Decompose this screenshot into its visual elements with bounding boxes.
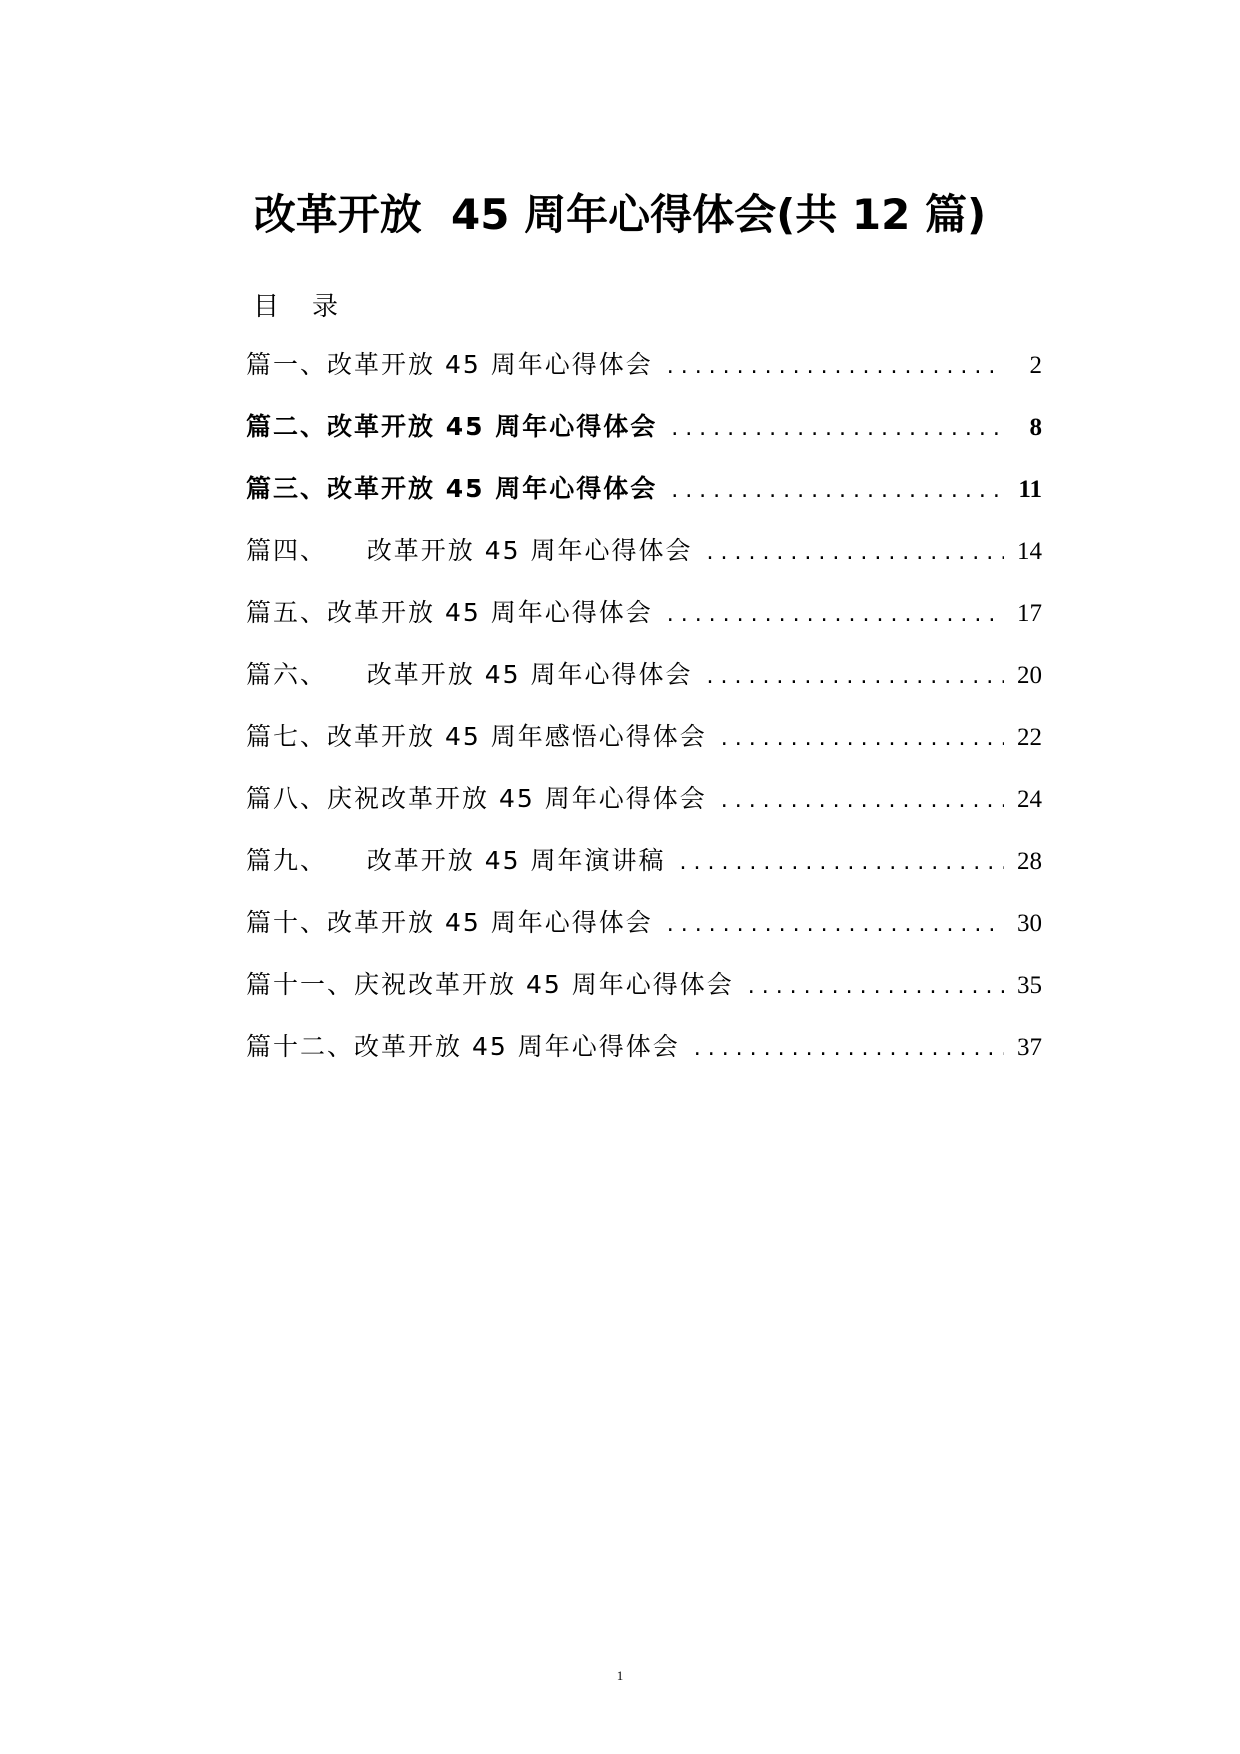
toc-entry-page: 22	[1017, 724, 1042, 751]
toc-entry-5[interactable]	[246, 588, 1042, 650]
toc-entry-page: 24	[1017, 786, 1042, 813]
toc-entry-1[interactable]	[246, 340, 1042, 402]
toc-dot-leader	[667, 342, 1004, 392]
toc-entry-label: 篇八、庆祝改革开放 45 周年心得体会	[246, 784, 707, 813]
toc-entry-label: 篇十、改革开放 45 周年心得体会	[246, 908, 653, 937]
toc-entry-label: 篇七、改革开放 45 周年感悟心得体会	[246, 722, 707, 751]
toc-entry-label: 篇一、改革开放 45 周年心得体会	[246, 350, 653, 379]
toc-entry-page: 35	[1017, 972, 1042, 999]
toc-entry-label: 篇六、 改革开放 45 周年心得体会	[246, 660, 693, 689]
toc-entry-2[interactable]	[246, 402, 1042, 464]
toc-entry-4[interactable]	[246, 526, 1042, 588]
toc-entry-label: 篇九、 改革开放 45 周年演讲稿	[246, 846, 666, 875]
toc-dot-leader	[671, 404, 1004, 454]
toc-entry-page: 8	[1029, 414, 1042, 441]
toc-dot-leader	[667, 590, 1004, 640]
toc-entry-9[interactable]	[246, 836, 1042, 898]
toc-dot-leader	[721, 714, 1004, 764]
document-title: 改革开放 45 周年心得体会(共 12 篇)	[253, 190, 987, 239]
toc-entry-label: 篇二、改革开放 45 周年心得体会	[246, 412, 658, 441]
toc-entry-label: 篇三、改革开放 45 周年心得体会	[246, 474, 658, 503]
toc-entry-page: 37	[1017, 1034, 1042, 1061]
toc-entry-page: 20	[1017, 662, 1042, 689]
toc-dot-leader	[721, 776, 1004, 826]
toc-entry-10[interactable]	[246, 898, 1042, 960]
toc-heading: 目 录	[253, 292, 339, 322]
toc-dot-leader	[667, 900, 1004, 950]
toc-dot-leader	[680, 838, 1005, 888]
toc-entry-page: 30	[1017, 910, 1042, 937]
toc-entry-label: 篇十二、改革开放 45 周年心得体会	[246, 1032, 680, 1061]
toc-entry-8[interactable]	[246, 774, 1042, 836]
toc-entry-page: 11	[1018, 476, 1042, 503]
toc-entry-page: 2	[1029, 352, 1042, 379]
toc-entry-label: 篇五、改革开放 45 周年心得体会	[246, 598, 653, 627]
footer-page-number: 1	[616, 1668, 624, 1683]
table-of-contents	[246, 340, 1042, 1084]
toc-entry-label: 篇四、 改革开放 45 周年心得体会	[246, 536, 693, 565]
toc-dot-leader	[707, 528, 1005, 578]
toc-dot-leader	[707, 652, 1005, 702]
toc-entry-page: 14	[1017, 538, 1042, 565]
toc-entry-page: 17	[1017, 600, 1042, 627]
toc-dot-leader	[748, 962, 1004, 1012]
toc-entry-page: 28	[1017, 848, 1042, 875]
toc-dot-leader	[694, 1024, 1004, 1074]
toc-entry-label: 篇十一、庆祝改革开放 45 周年心得体会	[246, 970, 734, 999]
toc-entry-3[interactable]	[246, 464, 1042, 526]
toc-entry-6[interactable]	[246, 650, 1042, 712]
toc-entry-11[interactable]	[246, 960, 1042, 1022]
toc-entry-12[interactable]	[246, 1022, 1042, 1084]
toc-dot-leader	[671, 466, 1004, 516]
toc-entry-7[interactable]	[246, 712, 1042, 774]
